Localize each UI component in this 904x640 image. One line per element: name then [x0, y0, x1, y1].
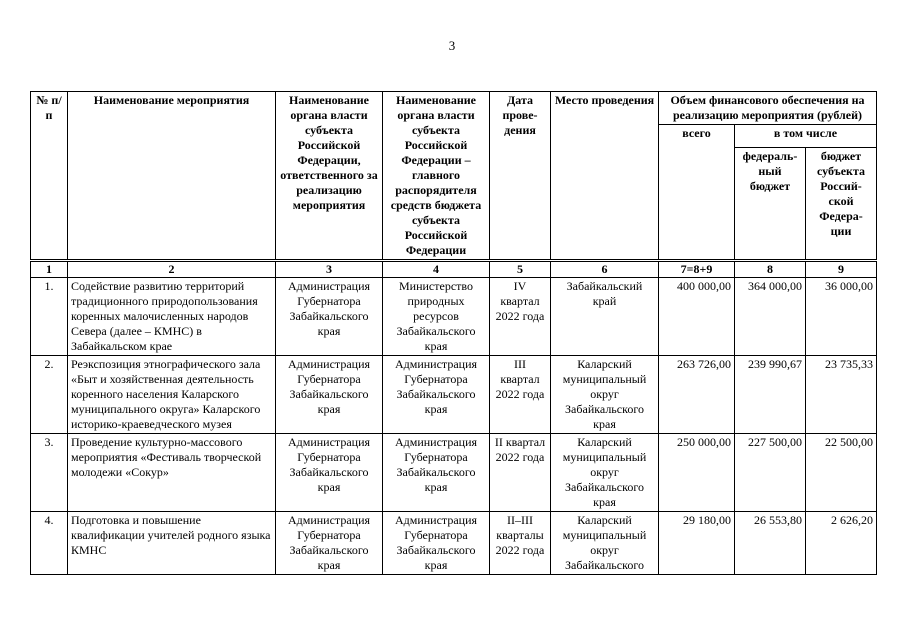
row-manager: Министерство природных ресурсов Забайкальского края [383, 278, 490, 356]
row-date: II–III кварталы 2022 года [490, 512, 551, 575]
header-regional: бюджет субъекта Россий-ской Федера-ции [806, 148, 877, 261]
column-numbers-row [31, 261, 877, 278]
header-name: Наименование мероприятия [68, 92, 276, 261]
row-total: 250 000,00 [659, 434, 735, 512]
row-federal: 239 990,67 [735, 356, 806, 434]
row-place: Каларский муниципальный округ Забайкальского [551, 512, 659, 575]
row-num: 2. [31, 356, 68, 434]
row-total: 400 000,00 [659, 278, 735, 356]
row-total: 29 180,00 [659, 512, 735, 575]
row-manager: Администрация Губернатора Забайкальского края [383, 356, 490, 434]
col-number: 2 [68, 261, 276, 278]
header-date: Дата прове-дения [490, 92, 551, 261]
events-table [30, 91, 877, 575]
row-num: 3. [31, 434, 68, 512]
header-manager: Наименование органа власти субъекта Российской Федерации – главного распорядителя средств бюджета субъекта Российской Федерации [383, 92, 490, 261]
row-manager: Администрация Губернатора Забайкальского края [383, 434, 490, 512]
col-number: 1 [31, 261, 68, 278]
row-date: IV квартал 2022 года [490, 278, 551, 356]
row-federal: 364 000,00 [735, 278, 806, 356]
col-number: 3 [276, 261, 383, 278]
table-row [31, 278, 877, 356]
row-place: Каларский муниципальный округ Забайкальского края [551, 434, 659, 512]
page-number: 3 [448, 38, 456, 53]
row-manager: Администрация Губернатора Забайкальского края [383, 512, 490, 575]
col-number: 6 [551, 261, 659, 278]
row-responsible: Администрация Губернатора Забайкальского края [276, 434, 383, 512]
row-federal: 227 500,00 [735, 434, 806, 512]
table-row [31, 434, 877, 512]
header-federal: федераль-ный бюджет [735, 148, 806, 261]
col-number: 9 [806, 261, 877, 278]
header-place: Место проведения [551, 92, 659, 261]
row-responsible: Администрация Губернатора Забайкальского края [276, 278, 383, 356]
header-row-1 [31, 92, 877, 125]
row-responsible: Администрация Губернатора Забайкальского края [276, 512, 383, 575]
col-number: 8 [735, 261, 806, 278]
row-regional: 22 500,00 [806, 434, 877, 512]
row-total: 263 726,00 [659, 356, 735, 434]
row-responsible: Администрация Губернатора Забайкальского края [276, 356, 383, 434]
row-name: Содействие развитию территорий традиционного природопользования коренных малочисленных народов Севера (далее – КМНС) в Забайкальском крае [68, 278, 276, 356]
header-responsible: Наименование органа власти субъекта Российской Федерации, ответственного за реализацию мероприятия [276, 92, 383, 261]
row-name: Проведение культурно-массового мероприятия «Фестиваль творческой молодежи «Сокур» [68, 434, 276, 512]
row-date: III квартал 2022 года [490, 356, 551, 434]
row-num: 4. [31, 512, 68, 575]
header-finance: Объем финансового обеспечения на реализацию мероприятия (рублей) [659, 92, 877, 125]
row-regional: 36 000,00 [806, 278, 877, 356]
row-place: Каларский муниципальный округ Забайкальского края [551, 356, 659, 434]
header-num: № п/п [31, 92, 68, 261]
row-place: Забайкальский край [551, 278, 659, 356]
col-number: 4 [383, 261, 490, 278]
table-row [31, 356, 877, 434]
row-num: 1. [31, 278, 68, 356]
col-number: 7=8+9 [659, 261, 735, 278]
header-total: всего [659, 125, 735, 261]
row-name: Реэкспозиция этнографического зала «Быт и хозяйственная деятельность коренного населения Каларского муниципального округа» Каларского историко-краеведческого музея [68, 356, 276, 434]
row-federal: 26 553,80 [735, 512, 806, 575]
header-incl: в том числе [735, 125, 877, 148]
row-name: Подготовка и повышение квалификации учителей родного языка КМНС [68, 512, 276, 575]
row-regional: 2 626,20 [806, 512, 877, 575]
row-date: II квартал 2022 года [490, 434, 551, 512]
row-regional: 23 735,33 [806, 356, 877, 434]
col-number: 5 [490, 261, 551, 278]
table-row [31, 512, 877, 575]
